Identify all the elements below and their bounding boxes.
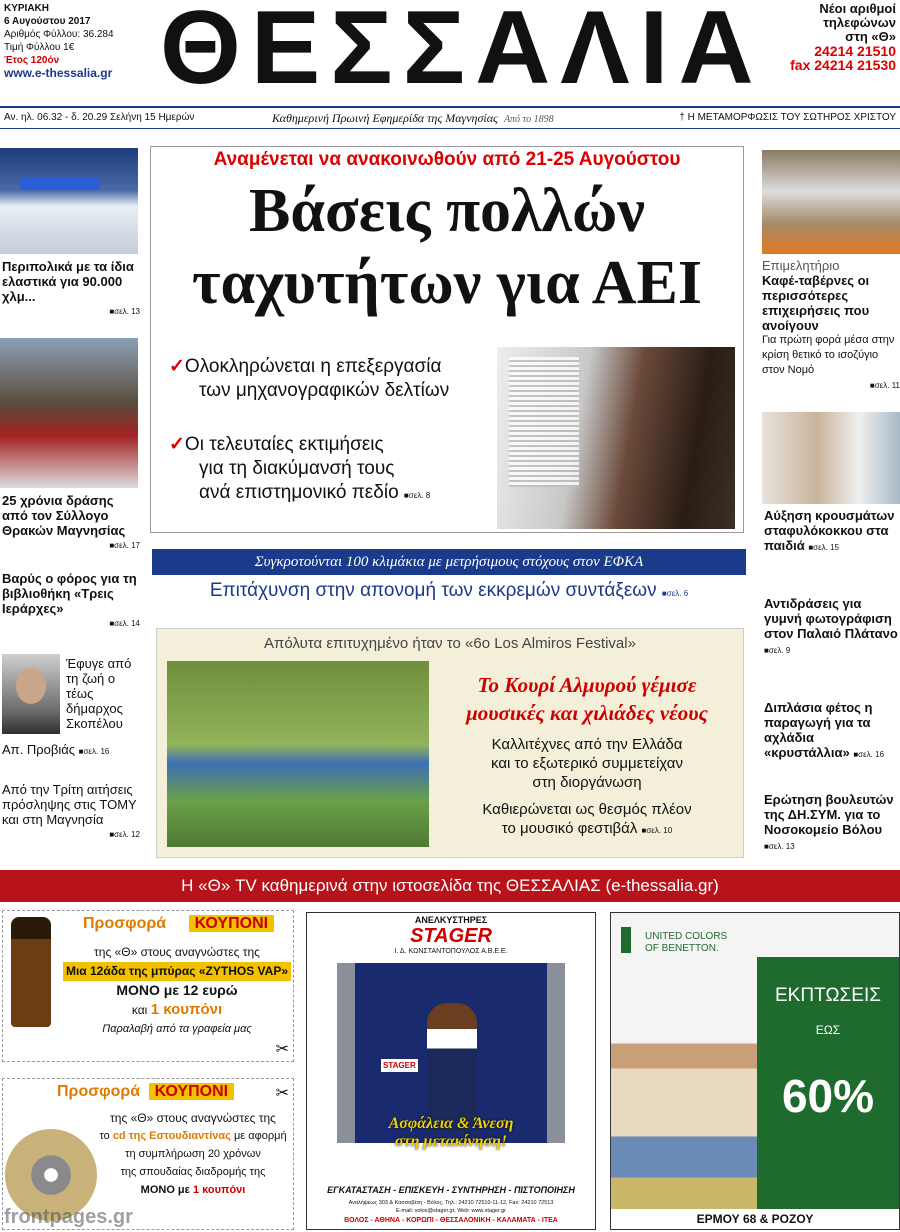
festival-p1b: και το εξωτερικό συμμετείχαν [491,755,683,772]
stager-paper-tag: STAGER [383,1061,416,1070]
coupon-2-l3: τη συμπλήρωση 20 χρόνων [125,1148,261,1160]
police-car-photo [0,148,138,254]
festival-photo [167,661,429,847]
coupon-1-l4a: και [131,1003,148,1017]
coupon-1-body [63,943,291,1039]
efka-kicker: Συγκροτούνται 100 κλιμάκια με μετρήσιμους στόχους στον ΕΦΚΑ [152,549,746,575]
efka-page: ■σελ. 6 [661,589,689,598]
check2-line2: για τη διακύμανσή τους [199,458,395,479]
lead-page: ■σελ. 8 [403,491,431,500]
check2-line1: Οι τελευταίες εκτιμήσεις [184,434,384,455]
festival-story[interactable] [156,628,744,858]
right-story-4-text: Διπλάσια φέτος η παραγωγή για τα αχλάδια «κρυστάλλια» [764,700,873,760]
lead-headline-1: Βάσεις πολλών [249,177,645,245]
phones-title-3: στη «Θ» [845,29,896,44]
benetton-brand-1: UNITED COLORS [645,931,728,942]
beer-bottle-icon [11,917,51,1027]
coupon-2-l2a: το [99,1130,110,1142]
scissors-icon: ✂ [275,1085,289,1102]
left-story-4b [2,742,140,759]
tagline-since: Από το 1898 [503,114,554,125]
scissors-icon: ✂ [275,1041,289,1058]
benetton-logo [621,927,631,953]
benetton-sale: ΕΚΠΤΩΣΕΙΣ [775,985,881,1006]
lead-checkpoint-1 [169,355,489,403]
coupon-2-label: ΚΟΥΠΟΝΙ [149,1083,235,1100]
stager-address: Αναλήψεως 303 & Κασσαβέτη - Βόλος, Τηλ.: 24210 72510-11-12, Fax: 24210 72513 [348,1200,554,1206]
coupon-1-l3: ΜΟΝΟ με 12 ευρώ [116,982,238,998]
festival-headline-2: μουσικές και χιλιάδες νέους [466,701,708,725]
left-story-4-page: ■σελ. 16 [78,747,110,756]
festival-body [437,735,737,840]
left-story-1-page: ■σελ. 13 [109,307,140,316]
right-story-5-page: ■σελ. 13 [764,842,795,851]
left-story-5[interactable] [2,782,140,842]
festival-headline [437,671,737,727]
stager-services: ΕΓΚΑΤΑΣΤΑΣΗ - ΕΠΙΣΚΕΥΗ - ΣΥΝΤΗΡΗΣΗ - ΠΙΣΤΟΠΟΙΗΣΗ [327,1185,575,1195]
left-story-4-text: Έφυγε από τη ζωή ο τέως δήμαρχος Σκοπέλου [66,656,132,731]
masthead-phones [756,2,896,72]
students-results-photo [497,347,735,529]
left-story-2[interactable] [2,493,140,553]
coupon-2-l1: της «Θ» στους αναγνώστες της [110,1111,276,1125]
masthead-issue: Αριθμός Φύλλου: 36.284 [4,29,114,40]
benetton-upto: ΕΩΣ [815,1023,841,1037]
efka-headline [152,575,746,607]
phones-title-2: τηλεφώνων [823,15,896,30]
coupon-1-l1: της «Θ» στους αναγνώστες της [94,945,260,959]
phones-title-1: Νέοι αριθμοί [819,1,896,16]
tv-banner[interactable]: Η «Θ» TV καθημερινά στην ιστοσελίδα της ΘΕΣΣΑΛΙΑΣ (e-thessalia.gr) [0,870,900,902]
right-story-1-text: Καφέ-ταβέρνες οι περισσότερες επιχειρήσεις που ανοίγουν [762,273,870,333]
right-story-4-page: ■σελ. 16 [853,750,885,759]
left-story-2-text: 25 χρόνια δράσης από τον Σύλλογο Θρακών Μαγνησίας [2,493,126,538]
left-story-4[interactable] [66,656,140,731]
festival-page: ■σελ. 10 [641,826,673,835]
masthead-date: 6 Αυγούστου 2017 [4,16,91,27]
efka-headline-text: Επιτάχυνση στην απονομή των εκκρεμών συντάξεων [209,580,657,601]
coupon-1-l4b: 1 κουπόνι [150,1001,223,1018]
check1-line1: Ολοκληρώνεται η επεξεργασία [184,356,442,377]
tagline [272,108,554,130]
check-icon: ✓ [169,356,185,377]
benetton-brand-2: OF BENETTON. [645,943,719,954]
doctor-child-photo [762,412,900,504]
lead-headline-2: ταχυτήτων για ΑΕΙ [191,249,703,317]
left-story-5-page: ■σελ. 12 [109,830,140,839]
right-story-1-page: ■σελ. 11 [869,381,900,390]
masthead-price: Τιμή Φύλλου 1€ [4,42,75,53]
newspaper-logo: ΘΕΣΣΑΛΙΑ [160,0,764,106]
benetton-brand [645,931,727,955]
right-story-1[interactable] [762,258,900,393]
tagline-text: Καθημερινή Πρωινή Εφημερίδα της Μαγνησίας [272,111,498,125]
watermark: frontpages.gr [4,1206,133,1228]
coupon-2-offer: Προσφορά [57,1083,141,1100]
right-story-2-page: ■σελ. 15 [808,543,839,552]
lead-kicker: Αναμένεται να ανακοινωθούν από 21-25 Αυγούστου [213,149,681,170]
coupon-2-l2 [95,1127,291,1145]
coupon-2-l5 [95,1181,291,1199]
efka-story[interactable] [152,549,746,609]
lead-story-box[interactable] [150,146,744,533]
folk-dancers-photo [0,338,138,488]
cafe-photo [762,150,900,254]
festival-p2b [437,819,737,840]
festival-p1c: στη διοργάνωση [532,774,642,791]
left-story-1[interactable] [2,259,140,319]
right-story-2[interactable] [764,508,900,555]
coupon-2-l5b: 1 κουπόνι [192,1184,246,1196]
coupon-2-l4: της σπουδαίας διαδρομής της [120,1166,266,1178]
feast-day: † Η ΜΕΤΑΜΟΡΦΩΣΙΣ ΤΟΥ ΣΩΤΗΡΟΣ ΧΡΙΣΤΟΥ [679,112,896,123]
coupon-2-l5a: ΜΟΝΟ με [140,1184,190,1196]
left-story-3-page: ■σελ. 14 [109,619,140,628]
stager-sub: Ι. Δ. ΚΩΝΣΤΑΝΤΟΠΟΥΛΟΣ Α.Β.Ε.Ε. [394,948,508,955]
stager-cities: ΒΟΛΟΣ - ΑΘΗΝΑ - ΚΟΡΩΠΙ - ΘΕΣΣΑΛΟΝΙΚΗ - ΚΑΛΑΜΑΤΑ - ΙΤΕΑ [344,1217,558,1224]
coupon-2-l2c: με αφορμή [233,1130,287,1142]
fax-number: fax 24214 21530 [790,57,896,73]
masthead-url[interactable]: www.e-thessalia.gr [4,66,113,80]
stager-slogan-2: στη μετακίνηση! [394,1133,508,1150]
stager-email: E-mail: volos@stager.gr, Web: www.stager.gr [395,1208,507,1214]
left-story-3-text: Βαρύς ο φόρος για τη βιβλιοθήκη «Τρεις Ιεράρχες» [2,571,137,616]
right-story-5-text: Ερώτηση βουλευτών της ΔΗ.ΣΥΜ. για το Νοσοκομείο Βόλου [764,792,894,837]
right-story-1-label: Επιμελητήριο [762,258,840,273]
coupon-1-label: ΚΟΥΠΟΝΙ [189,915,275,932]
right-story-4[interactable] [764,700,900,762]
festival-headline-1: Το Κουρί Αλμυρού γέμισε [477,673,697,697]
masthead-year: Έτος 120όν [4,55,60,66]
stager-top: ΑΝΕΛΚΥΣΤΗΡΕΣ [414,915,488,925]
festival-kicker: Απόλυτα επιτυχημένο ήταν το «6ο Los Almiros Festival» [264,635,636,652]
stager-slogan-1: Ασφάλεια & Άνεση [388,1115,514,1132]
left-story-2-page: ■σελ. 17 [109,541,140,550]
right-story-3-page: ■σελ. 9 [764,646,791,655]
masthead-day: ΚΥΡΙΑΚΗ [4,3,50,14]
masthead-info [4,2,144,80]
coupon-1-l2: Μια 12άδα της μπύρας «ZYTHOS VAP» [63,962,291,981]
left-story-1-text: Περιπολικά με τα ίδια ελαστικά για 90.000 χλμ... [2,259,134,304]
mayor-portrait-photo [2,654,60,734]
coupon-2-body [95,1109,291,1199]
festival-p2a: Καθιερώνεται ως θεσμός πλέον [482,801,692,818]
right-story-1-sub: Για πρώτη φορά μέσα στην κρίση θετικό το ισοζύγιο στον Νομό [762,334,895,376]
coupon-2-title [57,1083,287,1101]
benetton-kids-photo [611,1023,757,1229]
coupon-2-l2b: cd της Εστουδιαντίνας [112,1130,231,1142]
sun-moon-info: Αν. ηλ. 06.32 - δ. 20.29 Σελήνη 15 Ημερών [4,112,195,123]
check1-line2: των μηχανογραφικών δελτίων [199,380,450,401]
benetton-percent: 60% [781,1070,875,1122]
left-story-4-name: Απ. Προβιάς [2,742,76,757]
festival-p1a: Καλλιτέχνες από την Ελλάδα [491,736,683,753]
right-story-3[interactable] [764,596,900,658]
stager-slogan [307,1115,595,1151]
coupon-1-title [83,915,283,933]
info-bar [0,106,900,129]
lead-checkpoint-2 [169,433,489,508]
stager-brand: STAGER [410,925,492,947]
benetton-address: ΕΡΜΟΥ 68 & ΡΟΖΟΥ [611,1209,899,1229]
right-story-3-text: Αντιδράσεις για γυμνή φωτογράφιση στον Παλαιό Πλάτανο [764,596,898,641]
coupon-1-l5: Παραλαβή από τα γραφεία μας [102,1023,252,1035]
right-story-2-text: Αύξηση κρουσμάτων σταφυλόκοκκου στα παιδιά [764,508,895,553]
stager-elevator-ad[interactable] [306,912,596,1230]
festival-p2b-text: το μουσικό φεστιβάλ [501,820,638,837]
coupon-1-offer: Προσφορά [83,915,167,932]
right-story-5[interactable] [764,792,900,854]
left-story-3[interactable] [2,571,140,631]
coupon-1-l4 [63,1000,291,1020]
check2-line3: ανά επιστημονικό πεδίο [199,482,399,503]
check-icon: ✓ [169,434,185,455]
benetton-ad[interactable] [610,912,900,1230]
phone-number: 24214 21510 [814,43,896,59]
coupon-beer[interactable] [2,910,294,1062]
left-story-5-text: Από την Τρίτη αιτήσεις πρόσληψης στις ΤΟΜΥ και στη Μαγνησία [2,782,137,827]
